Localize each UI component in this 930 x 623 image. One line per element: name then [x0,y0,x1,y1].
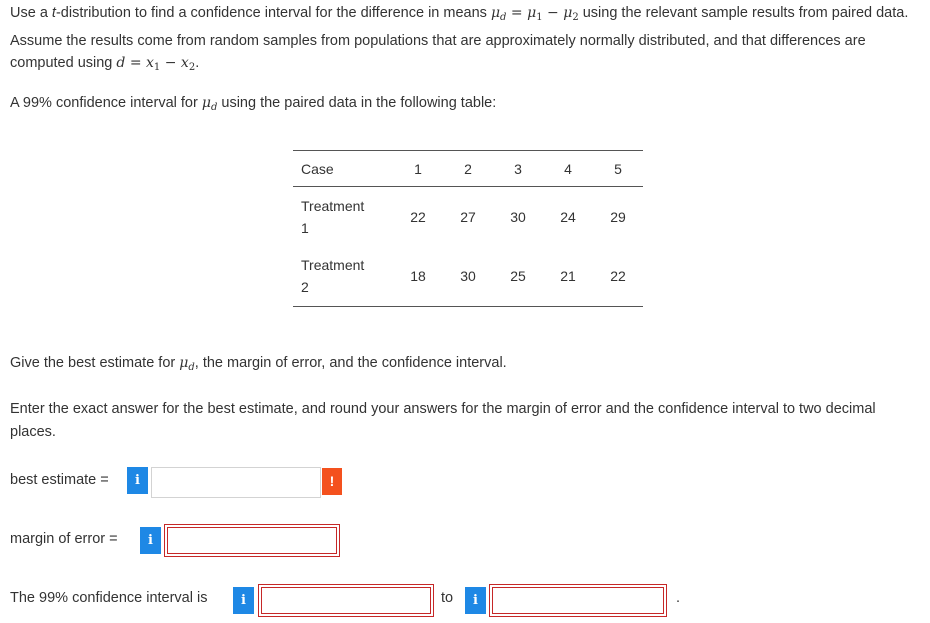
table-cell: 18 [410,268,426,285]
table-row [293,187,643,247]
table-cell: 22 [610,268,626,285]
case-number: 1 [414,160,422,177]
interval-lower-input[interactable] [258,584,434,617]
table-cell: 22 [410,208,426,225]
interval-to-label: to [441,590,454,606]
margin-of-error-input[interactable] [164,524,340,557]
info-icon[interactable]: i [127,467,148,494]
table-header-row [293,151,643,187]
symbol-mu-d: $\mu_d$ [179,355,195,373]
table-cell: 25 [510,268,526,285]
rounding-instruction: Enter the exact answer for the best estimate, and round your answers for the margin of error and the confidence interval to two decimal places. [10,401,876,440]
formula-d: $d = x_1 - x_2$ [116,55,196,73]
case-number: 3 [514,160,522,177]
info-icon[interactable]: i [233,587,254,614]
info-icon[interactable]: i [140,527,161,554]
row-label: Treatment 1 [301,197,365,236]
warning-icon: ! [322,468,342,495]
interval-upper-input[interactable] [489,584,667,617]
best-estimate-label: best estimate = [10,472,109,488]
table-cell: 27 [460,208,476,225]
info-icon[interactable]: i [465,587,486,614]
row-label: Treatment 2 [301,257,365,296]
problem-statement: A 99% confidence interval for $\mu_d$ using the paired data in the following table: [10,95,497,113]
table-cell: 24 [560,208,576,225]
case-number: 2 [464,160,472,177]
case-number: 4 [564,160,572,177]
problem-intro: Use a t-distribution to find a confidence interval for the difference in means $\mu_d = \mu_1 - \mu_2$ using the relevant sample results from paired data. Assume the results come from random samples from populations that are approximately normally distributed, and that differences are computed using $d = x_1 - x_2$. [10,5,909,73]
table-cell: 29 [610,208,626,225]
sentence-period: . [676,590,681,606]
table-row [293,247,643,307]
formula-mu-d: $\mu_d = \mu_1 - \mu_2$ [490,5,579,23]
case-number: 5 [614,160,622,177]
symbol-mu-d: $\mu_d$ [201,95,218,113]
margin-of-error-label: margin of error = [10,531,118,547]
paired-data-table [293,150,643,307]
table-cell: 21 [560,268,576,285]
table-cell: 30 [510,208,526,225]
question-text: Give the best estimate for $\mu_d$, the margin of error, and the confidence interval. [10,355,507,373]
interval-label: The 99% confidence interval is [10,590,208,606]
best-estimate-input[interactable] [151,467,321,498]
header-case: Case [301,160,334,177]
table-cell: 30 [460,268,476,285]
